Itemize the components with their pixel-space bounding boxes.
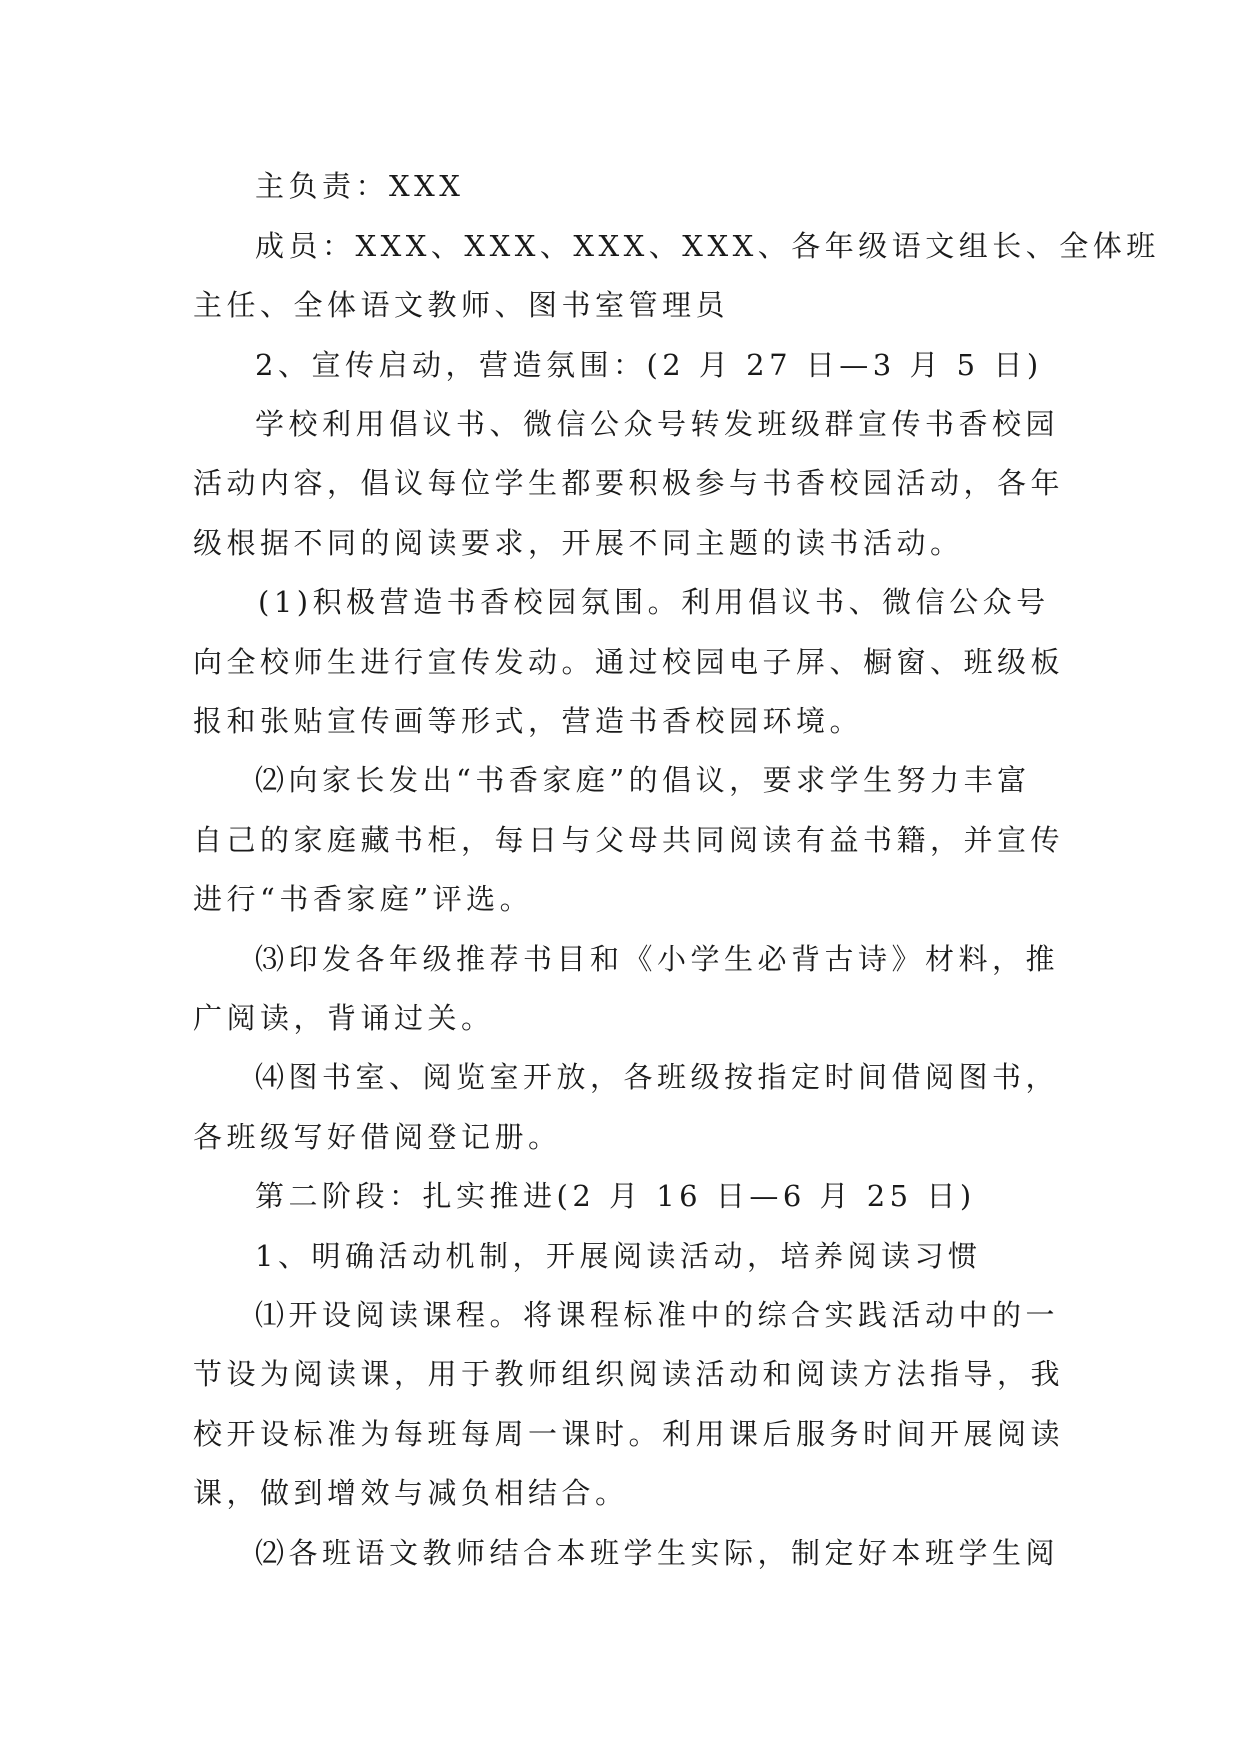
text-line: ⑶印发各年级推荐书目和《小学生必背古诗》材料，推 (255, 942, 1060, 976)
text-line: ⑴开设阅读课程。将课程标准中的综合实践活动中的一 (255, 1298, 1060, 1332)
text-line: 广阅读，背诵过关。 (193, 1001, 495, 1035)
text-line: 向全校师生进行宣传发动。通过校园电子屏、橱窗、班级板 (193, 645, 1065, 679)
text-line: 校开设标准为每班每周一课时。利用课后服务时间开展阅读 (193, 1417, 1065, 1451)
text-line: 2、宣传启动，营造氛围：(2 月 27 日—3 月 5 日) (255, 348, 1043, 382)
text-line: 报和张贴宣传画等形式，营造书香校园环境。 (193, 704, 864, 738)
text-line: ⑵各班语文教师结合本班学生实际，制定好本班学生阅 (255, 1536, 1060, 1570)
text-line: ⑵向家长发出“书香家庭”的倡议，要求学生努力丰富 (255, 763, 1031, 797)
text-line: 1、明确活动机制，开展阅读活动，培养阅读习惯 (255, 1239, 982, 1273)
text-line: 学校利用倡议书、微信公众号转发班级群宣传书香校园 (255, 407, 1060, 441)
text-line: 成员：XXX、XXX、XXX、XXX、各年级语文组长、全体班 (255, 229, 1160, 263)
text-line: 各班级写好借阅登记册。 (193, 1120, 562, 1154)
text-line: 主负责：XXX (255, 169, 465, 203)
text-line: 级根据不同的阅读要求，开展不同主题的读书活动。 (193, 526, 964, 560)
text-line: 节设为阅读课，用于教师组织阅读活动和阅读方法指导，我 (193, 1357, 1065, 1391)
text-line: 自己的家庭藏书柜，每日与父母共同阅读有益书籍，并宣传 (193, 823, 1065, 857)
text-line: (1)积极营造书香校园氛围。利用倡议书、微信公众号 (258, 585, 1050, 619)
text-line: 进行“书香家庭”评选。 (193, 882, 534, 916)
text-line: 活动内容，倡议每位学生都要积极参与书香校园活动，各年 (193, 466, 1065, 500)
text-line: 第二阶段：扎实推进(2 月 16 日—6 月 25 日) (255, 1179, 976, 1213)
text-line: ⑷图书室、阅览室开放，各班级按指定时间借阅图书， (255, 1060, 1060, 1094)
text-line: 主任、全体语文教师、图书室管理员 (193, 288, 730, 322)
text-line: 课，做到增效与减负相结合。 (193, 1476, 629, 1510)
